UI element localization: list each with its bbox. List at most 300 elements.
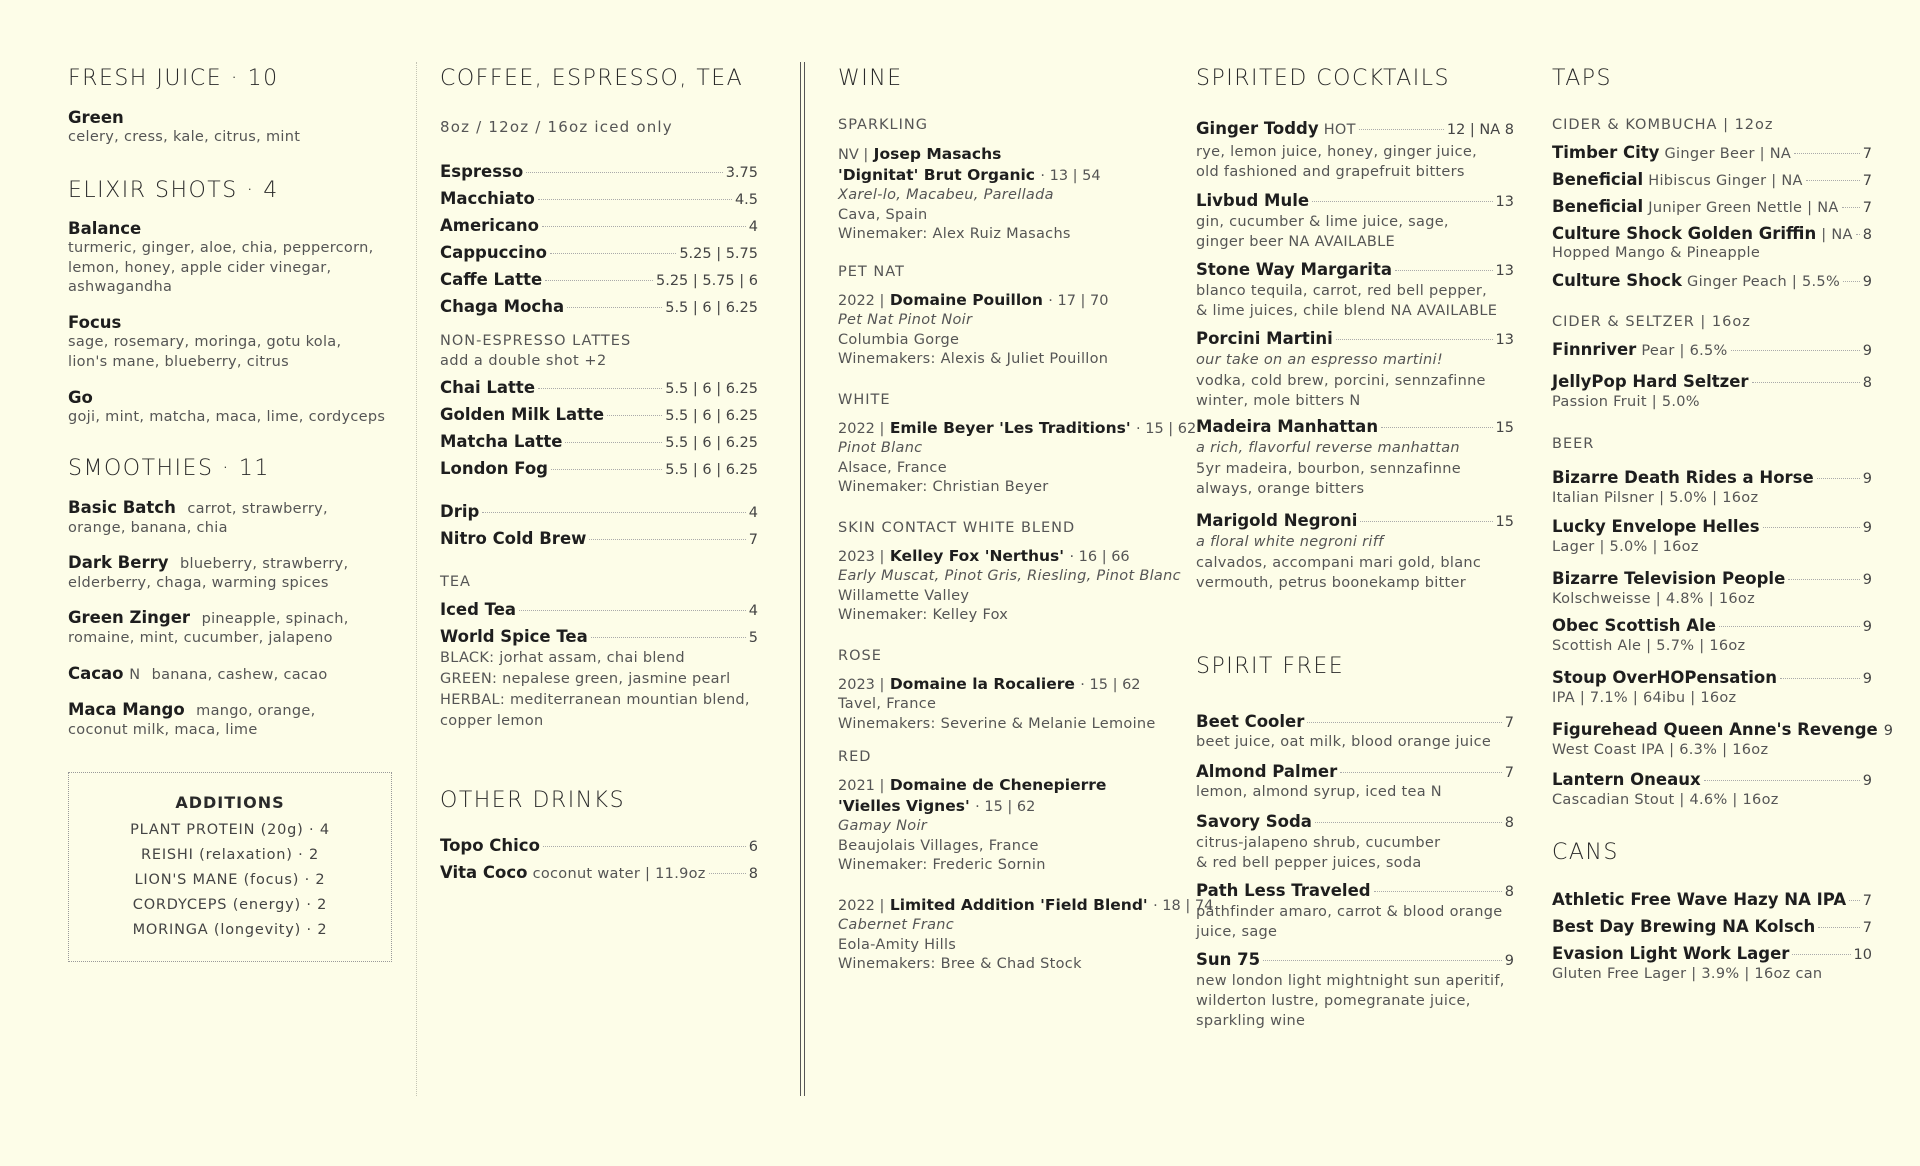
beer-subheading: BEER	[1552, 436, 1595, 452]
price-row	[1552, 372, 1872, 392]
name-text: Vita Coco	[440, 863, 528, 882]
1-text: winter, mole bitters N	[1196, 393, 1361, 409]
dot-leader	[543, 846, 746, 847]
name-text: Nitro Cold Brew	[440, 529, 587, 548]
pn-region-text: Columbia Gorge	[838, 331, 960, 348]
price-row	[440, 432, 758, 452]
price-row	[1196, 119, 1514, 139]
ro-maker-text: Winemakers: Severine & Melanie Lemoine	[838, 715, 1156, 732]
price-row	[440, 863, 758, 883]
0-text: sage, rosemary, moringa, gotu kola,	[68, 334, 342, 350]
wine-white	[838, 418, 1197, 498]
price-row	[1552, 917, 1872, 937]
tap-sub: Scottish Ale | 5.7% | 16oz	[1552, 638, 1746, 654]
dot-leader	[1263, 960, 1502, 961]
cocktail-description	[1196, 438, 1514, 500]
0-text: beet juice, oat milk, blood orange juice	[1196, 734, 1492, 750]
name-text: Topo Chico	[440, 836, 540, 855]
price-text: 7	[1862, 146, 1872, 162]
r2-price-text: · 18 | 74	[1153, 898, 1214, 914]
dot-leader	[1731, 350, 1860, 351]
1-text: always, orange bitters	[1196, 481, 1365, 497]
sparkling-subheading: SPARKLING	[838, 117, 928, 133]
sp-region-text: Cava, Spain	[838, 206, 928, 223]
name-text: Best Day Brewing NA Kolsch	[1552, 917, 1816, 936]
dot-leader	[1374, 891, 1502, 892]
price-text: 15	[1495, 514, 1514, 530]
pn-name-text: Domaine Pouillon	[889, 291, 1043, 309]
price-row	[1196, 260, 1514, 280]
dot-leader	[550, 253, 676, 254]
addition-item: LION'S MANE (focus) · 2	[134, 872, 326, 888]
price-text: 8	[748, 866, 758, 882]
cocktail-description	[1196, 212, 1514, 252]
extra-text: Ginger Beer | NA	[1664, 146, 1792, 162]
price-row	[440, 459, 758, 479]
2-text: HERBAL: mediterranean mountian blend,	[440, 692, 750, 708]
wh-grape-text: Pinot Blanc	[838, 440, 923, 456]
rd-maker-text: Winemaker: Frederic Sornin	[838, 857, 1046, 873]
price-row	[1552, 224, 1872, 244]
name-text: Americano	[440, 216, 539, 235]
l2-text: coconut milk, maca, lime	[68, 722, 258, 738]
dot-leader	[1752, 382, 1860, 383]
dot-leader	[545, 280, 653, 281]
name-text: Macchiato	[440, 189, 535, 208]
0-text: vodka, cold brew, porcini, sennzafinne	[1196, 372, 1486, 389]
l1-text: carrot, strawberry,	[187, 501, 328, 517]
extra-text: Ginger Peach | 5.5%	[1687, 274, 1841, 290]
petnat-subheading: PET NAT	[838, 264, 905, 280]
rose-subheading: ROSE	[838, 648, 882, 664]
price-text: 7	[1862, 920, 1872, 936]
balance-name-text: Balance	[68, 219, 142, 238]
r2-region-text: Eola-Amity Hills	[838, 936, 957, 953]
name-text: Matcha Latte	[440, 432, 563, 451]
price-text: 5.25 | 5.75 | 6	[655, 273, 758, 289]
smoothie-item	[68, 498, 392, 539]
addition-item: MORINGA (longevity) · 2	[132, 922, 328, 938]
0-text: rye, lemon juice, honey, ginger juice,	[1196, 144, 1478, 160]
ro-year-text: 2023 |	[838, 677, 885, 693]
name-text: Chaga Mocha	[440, 297, 565, 316]
price-text: 9	[1883, 723, 1893, 739]
price-text: 5.5 | 6 | 6.25	[665, 381, 758, 397]
price-row	[440, 405, 758, 425]
price-text: 5.5 | 6 | 6.25	[665, 435, 758, 451]
price-row	[440, 162, 758, 182]
1-text: ginger beer NA AVAILABLE	[1196, 234, 1396, 250]
rd-region-text: Beaujolais Villages, France	[838, 837, 1039, 854]
go-desc-text: goji, mint, matcha, maca, lime, cordyceps	[68, 409, 386, 425]
price-text: 9	[1862, 471, 1872, 487]
rd-price-text: · 15 | 62	[975, 799, 1036, 815]
name-text: Chai Latte	[440, 378, 536, 397]
additions-title: ADDITIONS	[175, 793, 285, 812]
l2-text: orange, banana, chia	[68, 520, 228, 536]
dot-leader	[1794, 153, 1860, 154]
name-text: Drip	[440, 502, 480, 521]
price-row	[440, 270, 758, 290]
sk-maker-text: Winemaker: Kelley Fox	[838, 607, 1009, 623]
red-subheading: RED	[838, 749, 872, 765]
price-row	[1552, 143, 1872, 163]
pn-maker-text: Winemakers: Alexis & Juliet Pouillon	[838, 351, 1109, 367]
italic-text: a floral white negroni riff	[1196, 534, 1384, 550]
elixir-heading: ELIXIR SHOTS · 4	[68, 178, 279, 203]
name-text: Golden Milk Latte	[440, 405, 605, 424]
cocktails-heading: SPIRITED COCKTAILS	[1196, 66, 1451, 91]
addition-item: PLANT PROTEIN (20g) · 4	[130, 822, 330, 838]
rd-year-text: 2021 |	[838, 778, 885, 794]
tea-description	[440, 648, 758, 732]
dot-leader	[1849, 900, 1860, 901]
name-text: Bizarre Death Rides a Horse	[1552, 468, 1814, 487]
price-row	[1196, 191, 1514, 211]
spirit-free-description	[1196, 902, 1514, 942]
name-text: Beneficial	[1552, 197, 1644, 216]
extra-text: | NA	[1821, 227, 1853, 243]
price-text: 9	[1862, 671, 1872, 687]
sk-year-text: 2023 |	[838, 549, 885, 565]
dot-leader	[1340, 772, 1502, 773]
dot-leader	[1307, 722, 1501, 723]
price-text: 15	[1495, 420, 1514, 436]
price-text: 5.5 | 6 | 6.25	[665, 462, 758, 478]
name-text: Cacao	[68, 664, 124, 683]
spirit-free-description	[1196, 733, 1514, 753]
tap-sub: IPA | 7.1% | 64ibu | 16oz	[1552, 690, 1737, 706]
dot-leader	[1780, 678, 1860, 679]
dot-leader	[1792, 954, 1850, 955]
extra-text: coconut water | 11.9oz	[532, 866, 706, 882]
price-row	[1552, 271, 1872, 291]
rd-name2-text: 'Vielles Vignes'	[838, 797, 970, 815]
price-row	[1552, 517, 1872, 537]
name-text: Iced Tea	[440, 600, 517, 619]
dot-leader	[1704, 780, 1860, 781]
name-text: Culture Shock	[1552, 271, 1682, 290]
tap-sub: Hopped Mango & Pineapple	[1552, 245, 1761, 261]
price-text: 8	[1504, 815, 1514, 831]
skin-contact-subheading: SKIN CONTACT WHITE BLEND	[838, 520, 1076, 536]
price-row	[440, 378, 758, 398]
price-row	[1552, 668, 1872, 688]
price-text: 9	[1862, 572, 1872, 588]
price-row	[440, 297, 758, 317]
name-text: JellyPop Hard Seltzer	[1552, 372, 1749, 391]
name-text: Athletic Free Wave Hazy NA IPA	[1552, 890, 1847, 909]
sp-l1-year-text: NV |	[838, 147, 869, 163]
dot-leader	[1856, 234, 1860, 235]
dot-leader	[542, 226, 746, 227]
price-text: 4	[748, 505, 758, 521]
taps-heading: TAPS	[1552, 66, 1613, 91]
dot-leader	[591, 637, 746, 638]
price-text: 13	[1495, 194, 1514, 210]
addition-item: CORDYCEPS (energy) · 2	[132, 897, 328, 913]
dot-leader	[538, 199, 732, 200]
0-text: pathfinder amaro, carrot & blood orange	[1196, 904, 1503, 920]
dot-leader	[1806, 180, 1860, 181]
smoothie-item	[68, 608, 392, 649]
1-text: old fashioned and grapefruit bitters	[1196, 164, 1465, 180]
price-text: 7	[1504, 765, 1514, 781]
cider-kombucha-subheading: CIDER & KOMBUCHA | 12oz	[1552, 117, 1774, 133]
price-text: 5.5 | 6 | 6.25	[665, 300, 758, 316]
0-text: citrus-jalapeno shrub, cucumber	[1196, 835, 1441, 851]
dot-leader	[1381, 427, 1492, 428]
nonespresso-subheading: NON-ESPRESSO LATTES	[440, 333, 632, 349]
price-row	[1196, 511, 1514, 531]
0-text: turmeric, ginger, aloe, chia, peppercorn,	[68, 240, 374, 256]
dot-leader	[565, 442, 662, 443]
price-text: 13	[1495, 332, 1514, 348]
name-text: Bizarre Television People	[1552, 569, 1786, 588]
dot-leader	[538, 388, 662, 389]
menu-item-focus	[68, 313, 392, 372]
menu-item-green	[68, 108, 392, 148]
price-row	[1196, 417, 1514, 437]
sk-price-text: · 16 | 66	[1069, 549, 1130, 565]
wine-rose	[838, 674, 1174, 734]
price-text: 4	[748, 219, 758, 235]
price-row	[440, 529, 758, 549]
name-text: Porcini Martini	[1196, 329, 1333, 348]
price-text: 9	[1862, 619, 1872, 635]
price-row	[1552, 340, 1872, 360]
extra-text: HOT	[1323, 122, 1356, 138]
dot-leader	[551, 469, 662, 470]
price-row	[1552, 720, 1893, 740]
dot-leader	[1336, 339, 1493, 340]
name-text: Path Less Traveled	[1196, 881, 1371, 900]
0-text: lemon, almond syrup, iced tea N	[1196, 784, 1442, 800]
wh-region-text: Alsace, France	[838, 459, 947, 476]
1-text: vermouth, petrus boonekamp bitter	[1196, 575, 1467, 591]
menu-item-go	[68, 388, 392, 428]
price-text: 7	[1862, 173, 1872, 189]
price-text: 7	[1862, 893, 1872, 909]
wine-skin-contact	[838, 546, 1181, 626]
italic-text: a rich, flavorful reverse manhattan	[1196, 440, 1460, 456]
price-text: 8	[1862, 375, 1872, 391]
pn-grape-text: Pet Nat Pinot Noir	[838, 312, 973, 328]
tag-text: N	[129, 667, 141, 683]
name-text: Madeira Manhattan	[1196, 417, 1379, 436]
ro-region-text: Tavel, France	[838, 696, 937, 712]
price-row	[1196, 950, 1514, 970]
other-drinks-heading: OTHER DRINKS	[440, 788, 626, 813]
ro-price-text: · 15 | 62	[1080, 677, 1141, 693]
l1-text: blueberry, strawberry,	[179, 556, 349, 572]
1-text: & red bell pepper juices, soda	[1196, 855, 1422, 871]
smoothies-heading: SMOOTHIES · 11	[68, 456, 270, 481]
price-row	[1552, 569, 1872, 589]
dot-leader	[1719, 626, 1860, 627]
price-row	[440, 600, 758, 620]
sp-l1-name-text: Josep Masachs	[873, 145, 1002, 163]
divider-center	[800, 62, 805, 1096]
go-name-text: Go	[68, 388, 93, 407]
price-text: 8	[1862, 227, 1872, 243]
sizes-note: 8oz / 12oz / 16oz iced only	[440, 118, 673, 136]
0-text: gin, cucumber & lime juice, sage,	[1196, 214, 1449, 230]
rd-grape-text: Gamay Noir	[838, 818, 928, 834]
price-text: 7	[1504, 715, 1514, 731]
3-text: copper lemon	[440, 713, 544, 729]
name-text: Finnriver	[1552, 340, 1637, 359]
extra-text: Juniper Green Nettle | NA	[1648, 200, 1839, 216]
name-text: Beneficial	[1552, 170, 1644, 189]
price-row	[440, 216, 758, 236]
extra-text: Hibiscus Ginger | NA	[1648, 173, 1803, 189]
menu-line	[68, 239, 392, 298]
l1-text: banana, cashew, cacao	[151, 667, 328, 683]
green-name-text: Green	[68, 108, 124, 127]
price-row	[1196, 812, 1514, 832]
name-text: London Fog	[440, 459, 548, 478]
sp-maker-text: Winemaker: Alex Ruiz Masachs	[838, 226, 1071, 242]
r2-grape-text: Cabernet Franc	[838, 917, 955, 933]
0-text: new london light mightnight sun aperitif,	[1196, 973, 1505, 989]
price-text: 8	[1504, 884, 1514, 900]
name-text: Obec Scottish Ale	[1552, 616, 1716, 635]
tap-sub: Cascadian Stout | 4.6% | 16oz	[1552, 792, 1779, 808]
1-text: GREEN: nepalese green, jasmine pearl	[440, 671, 731, 687]
cocktail-description	[1196, 281, 1514, 321]
name-text: Marigold Negroni	[1196, 511, 1358, 530]
juice-heading: FRESH JUICE · 10	[68, 66, 279, 91]
dot-leader	[1312, 201, 1492, 202]
dot-leader	[1315, 822, 1502, 823]
0-text: calvados, accompani mari gold, blanc	[1196, 554, 1482, 571]
menu-line	[68, 333, 392, 372]
price-row	[1552, 890, 1872, 910]
price-row	[440, 627, 758, 647]
name-text: Lantern Oneaux	[1552, 770, 1701, 789]
name-text: Livbud Mule	[1196, 191, 1310, 210]
price-row	[440, 502, 758, 522]
price-row	[1552, 944, 1872, 964]
white-subheading: WHITE	[838, 392, 891, 408]
tap-sub: Passion Fruit | 5.0%	[1552, 394, 1700, 410]
sk-grape-text: Early Muscat, Pinot Gris, Riesling, Pinot Blanc	[838, 568, 1181, 584]
r2-name-text: Limited Addition 'Field Blend'	[889, 896, 1148, 914]
name-text: Maca Mango	[68, 700, 185, 719]
dot-leader	[1359, 129, 1444, 130]
1-text: lemon, honey, apple cider vinegar,	[68, 259, 332, 276]
extra-text: Pear | 6.5%	[1641, 343, 1728, 359]
name-text: Culture Shock Golden Griffin	[1552, 224, 1817, 243]
price-text: 9	[1862, 773, 1872, 789]
sp-grape-text: Xarel-lo, Macabeu, Parellada	[838, 187, 1054, 203]
name-text: Beet Cooler	[1196, 712, 1305, 731]
name-text: World Spice Tea	[440, 627, 588, 646]
price-row	[1552, 170, 1872, 190]
tap-sub: Gluten Free Lager | 3.9% | 16oz can	[1552, 966, 1823, 982]
price-row	[440, 243, 758, 263]
menu-line	[838, 311, 1174, 370]
italic-text: our take on an espresso martini!	[1196, 352, 1443, 368]
menu-line	[838, 186, 1174, 245]
price-text: 5	[748, 630, 758, 646]
1-text: lion's mane, blueberry, citrus	[68, 353, 289, 370]
dot-leader	[1395, 270, 1493, 271]
coffee-heading: COFFEE, ESPRESSO, TEA	[440, 66, 744, 91]
price-row	[1196, 881, 1514, 901]
smoothie-item	[68, 664, 392, 685]
price-row	[440, 189, 758, 209]
price-text: 9	[1504, 953, 1514, 969]
price-row	[440, 836, 758, 856]
name-text: Dark Berry	[68, 553, 169, 572]
dot-leader	[1360, 521, 1492, 522]
dot-leader	[526, 172, 722, 173]
name-text: Figurehead Queen Anne's Revenge	[1552, 720, 1878, 739]
name-text: Sun 75	[1196, 950, 1261, 969]
price-text: 3.75	[725, 165, 758, 181]
spirit-free-description	[1196, 783, 1514, 803]
dot-leader	[589, 539, 745, 540]
wh-price-text: · 15 | 62	[1136, 421, 1197, 437]
menu-line	[838, 916, 1174, 975]
double-shot-note: add a double shot +2	[440, 353, 607, 369]
divider-left	[416, 62, 417, 1096]
dot-leader	[1843, 281, 1860, 282]
smoothie-item	[68, 700, 392, 741]
price-text: 7	[748, 532, 758, 548]
cider-seltzer-subheading: CIDER & SELTZER | 16oz	[1552, 314, 1751, 330]
name-text: Timber City	[1552, 143, 1660, 162]
dot-leader	[1817, 478, 1860, 479]
price-text: 10	[1853, 947, 1872, 963]
name-text: Caffe Latte	[440, 270, 543, 289]
dot-leader	[709, 873, 746, 874]
wine-red-2	[838, 895, 1214, 975]
price-text: 9	[1862, 274, 1872, 290]
dot-leader	[1788, 579, 1859, 580]
price-row	[1196, 762, 1514, 782]
cocktail-description	[1196, 142, 1514, 182]
tap-sub: West Coast IPA | 6.3% | 16oz	[1552, 742, 1769, 758]
price-text: 13	[1495, 263, 1514, 279]
menu-line	[838, 817, 1174, 876]
green-desc-text: celery, cress, kale, citrus, mint	[68, 129, 301, 145]
name-text: Espresso	[440, 162, 524, 181]
wh-year-text: 2022 |	[838, 421, 885, 437]
tap-sub: Italian Pilsner | 5.0% | 16oz	[1552, 490, 1759, 506]
additions-box	[68, 772, 392, 962]
name-text: Green Zinger	[68, 608, 191, 627]
wine-sparkling	[838, 144, 1174, 245]
dot-leader	[567, 307, 662, 308]
tap-sub: Kolschweisse | 4.8% | 16oz	[1552, 591, 1756, 607]
wine-red	[838, 775, 1174, 876]
name-text: Savory Soda	[1196, 812, 1312, 831]
sk-name-text: Kelley Fox 'Nerthus'	[889, 547, 1065, 565]
name-text: Almond Palmer	[1196, 762, 1338, 781]
cocktail-description	[1196, 350, 1514, 412]
price-text: 5.25 | 5.75	[679, 246, 758, 262]
dot-leader	[1763, 527, 1860, 528]
price-row	[1196, 329, 1514, 349]
price-text: 9	[1862, 520, 1872, 536]
focus-name-text: Focus	[68, 313, 122, 332]
price-row	[1552, 468, 1872, 488]
price-row	[1552, 197, 1872, 217]
r2-year-text: 2022 |	[838, 898, 885, 914]
